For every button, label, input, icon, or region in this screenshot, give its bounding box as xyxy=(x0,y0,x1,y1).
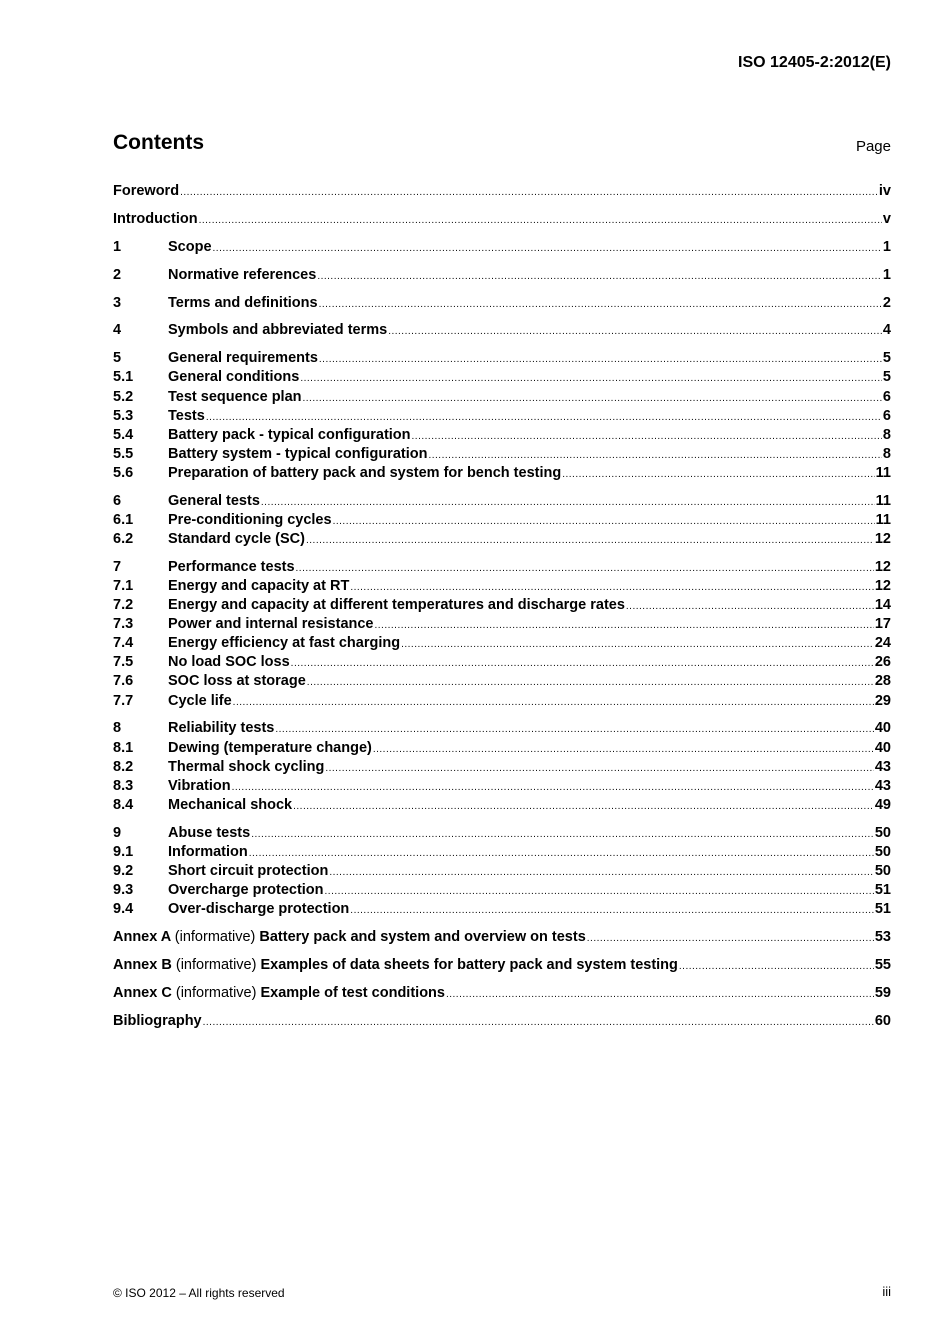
toc-entry[interactable] xyxy=(113,530,891,549)
toc-entry-title: Thermal shock cycling xyxy=(168,758,325,775)
dot-leader xyxy=(275,720,873,739)
toc-entry-page: 26 xyxy=(874,654,891,671)
toc-entry[interactable] xyxy=(113,238,891,257)
toc-entry-number: 5.6 xyxy=(113,464,134,481)
toc-entry-title: Vibration xyxy=(168,777,231,794)
toc-entry-page: 40 xyxy=(874,739,891,756)
toc-entry-page: 43 xyxy=(874,758,891,775)
toc-entry-number: 9.4 xyxy=(113,901,134,918)
toc-entry-title: Abuse tests xyxy=(168,824,251,841)
toc-entry-title: General conditions xyxy=(168,369,300,386)
toc-entry-number: 6 xyxy=(113,492,122,509)
toc-entry-page: 11 xyxy=(875,464,891,481)
toc-entry-page: 14 xyxy=(874,597,891,614)
toc-entry-number: 5.1 xyxy=(113,369,134,386)
toc-entry[interactable] xyxy=(113,796,891,815)
toc-entry-number: 9.2 xyxy=(113,862,134,879)
toc-entry-page: 1 xyxy=(882,266,891,283)
toc-entry-title: Over-discharge protection xyxy=(168,901,350,918)
toc-entry-title: Energy and capacity at different temperatures and discharge rates xyxy=(168,597,625,614)
dot-leader xyxy=(307,673,874,692)
toc-entry-title: Mechanical shock xyxy=(168,796,293,813)
toc-entry-page: 49 xyxy=(874,796,891,813)
toc-entry-number: 5 xyxy=(113,350,122,367)
dot-leader xyxy=(306,531,874,550)
toc-entry[interactable] xyxy=(113,719,891,738)
toc-entry-title: General requirements xyxy=(168,350,318,367)
toc-entry-page: 11 xyxy=(875,511,891,528)
toc-entry-page: 28 xyxy=(874,673,891,690)
document-id: ISO 12405-2:2012(E) xyxy=(738,54,891,71)
dot-leader xyxy=(291,654,874,673)
toc-entry[interactable] xyxy=(113,349,891,368)
toc-entry-page: 5 xyxy=(882,350,891,367)
toc-entry[interactable] xyxy=(113,843,891,862)
toc-entry-page: 60 xyxy=(874,1012,891,1029)
dot-leader xyxy=(206,408,882,427)
annex-informative: (informative) xyxy=(175,984,257,1001)
toc-entry-number: 1 xyxy=(113,238,122,255)
toc-entry-number: 8.1 xyxy=(113,739,134,756)
dot-leader xyxy=(325,759,874,778)
toc-entry-page: 8 xyxy=(882,445,891,462)
toc-entry[interactable] xyxy=(113,615,891,634)
toc-entry-title: Short circuit protection xyxy=(168,862,329,879)
toc-entry-title xyxy=(113,928,586,947)
toc-entry-number: 7 xyxy=(113,558,122,575)
toc-entry[interactable] xyxy=(113,407,891,426)
toc-entry[interactable] xyxy=(113,758,891,777)
toc-entry-page: 2 xyxy=(882,294,891,311)
toc-entry-number: 9.1 xyxy=(113,843,134,860)
toc-entry[interactable] xyxy=(113,558,891,577)
toc-entry-title: Normative references xyxy=(168,266,317,283)
toc-entry-page: 17 xyxy=(874,616,891,633)
toc-entry-number: 3 xyxy=(113,294,122,311)
toc-entry-title: Battery pack - typical configuration xyxy=(168,426,411,443)
page-title: Contents xyxy=(113,131,204,154)
toc-entry-title: Energy and capacity at RT xyxy=(168,577,350,594)
toc-entry[interactable] xyxy=(113,881,891,900)
toc-entry-number: 6.2 xyxy=(113,530,134,547)
toc-entry-title: Dewing (temperature change) xyxy=(168,739,372,756)
toc-entry-number: 8.4 xyxy=(113,796,134,813)
toc-entry[interactable] xyxy=(113,388,891,407)
dot-leader xyxy=(261,493,875,512)
dot-leader xyxy=(303,389,882,408)
toc-entry-page: 8 xyxy=(882,426,891,443)
toc-entry-number: 7.2 xyxy=(113,597,134,614)
page-number: iii xyxy=(882,1284,891,1299)
toc-entry[interactable] xyxy=(113,984,891,1003)
toc-entry-number: 6.1 xyxy=(113,511,134,528)
toc-entry-number: 7.5 xyxy=(113,654,134,671)
dot-leader xyxy=(562,465,874,484)
toc-entry[interactable] xyxy=(113,900,891,919)
toc-entry[interactable] xyxy=(113,511,891,530)
toc-entry-title: Introduction xyxy=(113,210,198,227)
annex-prefix: Annex B xyxy=(113,956,172,973)
toc-entry[interactable] xyxy=(113,862,891,881)
toc-entry-page: 1 xyxy=(882,238,891,255)
annex-prefix: Annex C xyxy=(113,984,172,1001)
toc-entry[interactable] xyxy=(113,445,891,464)
toc-entry-number: 7.7 xyxy=(113,692,134,709)
dot-leader xyxy=(373,740,874,759)
dot-leader xyxy=(319,295,882,314)
dot-leader xyxy=(401,635,874,654)
dot-leader xyxy=(412,427,882,446)
toc-entry-page: 59 xyxy=(874,984,891,1001)
toc-entry[interactable] xyxy=(113,692,891,711)
toc-entry-page: 55 xyxy=(874,956,891,973)
toc-entry-title: Power and internal resistance xyxy=(168,616,374,633)
toc-entry[interactable] xyxy=(113,739,891,758)
toc-entry-page: 51 xyxy=(874,881,891,898)
dot-leader xyxy=(679,957,874,976)
toc-entry-title: SOC loss at storage xyxy=(168,673,306,690)
toc-entry-title: Tests xyxy=(168,407,205,424)
toc-entry[interactable] xyxy=(113,577,891,596)
toc-entry-title: Battery system - typical configuration xyxy=(168,445,428,462)
toc-entry[interactable] xyxy=(113,956,891,975)
toc-entry-title: Information xyxy=(168,843,248,860)
toc-entry-page: v xyxy=(882,210,891,227)
dot-leader xyxy=(329,863,874,882)
toc-entry-title: Test sequence plan xyxy=(168,388,302,405)
page-column-label: Page xyxy=(855,138,891,155)
toc-entry[interactable] xyxy=(113,1012,891,1031)
dot-leader xyxy=(319,350,882,369)
toc-entry[interactable] xyxy=(113,464,891,483)
toc-entry-number: 7.6 xyxy=(113,673,134,690)
toc-entry-title: Energy efficiency at fast charging xyxy=(168,635,401,652)
toc-entry-page: 51 xyxy=(874,901,891,918)
toc-entry-title: No load SOC loss xyxy=(168,654,290,671)
toc-entry-page: 6 xyxy=(882,388,891,405)
toc-entry-number: 8.2 xyxy=(113,758,134,775)
dot-leader xyxy=(428,446,881,465)
toc-entry[interactable] xyxy=(113,928,891,947)
annex-informative: (informative) xyxy=(175,956,257,973)
toc-entry-page: 50 xyxy=(874,824,891,841)
table-of-contents xyxy=(113,182,891,1031)
toc-entry-page: 4 xyxy=(882,322,891,339)
toc-entry-title: Scope xyxy=(168,238,212,255)
dot-leader xyxy=(300,369,882,388)
toc-entry-page: 12 xyxy=(874,577,891,594)
toc-entry-title: Pre-conditioning cycles xyxy=(168,511,332,528)
dot-leader xyxy=(375,616,874,635)
toc-entry-number: 9 xyxy=(113,824,122,841)
annex-informative: (informative) xyxy=(174,928,256,945)
toc-entry-number: 5.3 xyxy=(113,407,134,424)
toc-entry[interactable] xyxy=(113,596,891,615)
toc-entry-page: 53 xyxy=(874,928,891,945)
toc-entry-title xyxy=(113,984,445,1003)
toc-entry-page: 29 xyxy=(874,692,891,709)
toc-entry-title: Terms and definitions xyxy=(168,294,318,311)
toc-entry-title: Foreword xyxy=(113,183,180,199)
toc-entry-number: 2 xyxy=(113,266,122,283)
toc-entry-title: Overcharge protection xyxy=(168,881,324,898)
toc-entry-page: 12 xyxy=(874,530,891,547)
toc-entry-page: 12 xyxy=(874,558,891,575)
toc-entry-page: 43 xyxy=(874,777,891,794)
annex-prefix: Annex A xyxy=(113,928,171,945)
dot-leader xyxy=(333,512,875,531)
toc-entry-number: 5.4 xyxy=(113,426,134,443)
toc-entry[interactable] xyxy=(113,294,891,313)
toc-entry-page: iv xyxy=(878,183,891,199)
toc-entry-number: 7.3 xyxy=(113,616,134,633)
toc-entry-number: 9.3 xyxy=(113,881,134,898)
toc-entry-title: Preparation of battery pack and system for bench testing xyxy=(168,464,562,481)
toc-entry[interactable] xyxy=(113,672,891,691)
toc-entry-page: 11 xyxy=(875,492,891,509)
toc-entry-number: 7.1 xyxy=(113,577,134,594)
toc-entry[interactable] xyxy=(113,266,891,285)
dot-leader xyxy=(249,844,874,863)
toc-entry-title: Standard cycle (SC) xyxy=(168,530,305,547)
toc-entry-page: 40 xyxy=(874,720,891,737)
toc-entry-page: 50 xyxy=(874,862,891,879)
toc-entry-number: 5.2 xyxy=(113,388,134,405)
toc-entry[interactable] xyxy=(113,653,891,672)
dot-leader xyxy=(233,693,874,712)
toc-entry-title: Symbols and abbreviated terms xyxy=(168,322,388,339)
dot-leader xyxy=(180,183,878,202)
toc-entry-number: 4 xyxy=(113,322,122,339)
toc-entry-number: 5.5 xyxy=(113,445,134,462)
toc-entry[interactable] xyxy=(113,777,891,796)
toc-entry[interactable] xyxy=(113,368,891,387)
dot-leader xyxy=(296,559,874,578)
annex-title: Example of test conditions xyxy=(260,984,445,1001)
toc-entry[interactable] xyxy=(113,426,891,445)
toc-entry-title xyxy=(113,956,678,975)
dot-leader xyxy=(388,322,882,341)
toc-entry[interactable] xyxy=(113,634,891,653)
toc-entry-title: Performance tests xyxy=(168,558,295,575)
annex-title: Battery pack and system and overview on tests xyxy=(259,928,586,945)
dot-leader xyxy=(325,882,874,901)
toc-entry-title: Reliability tests xyxy=(168,720,275,737)
toc-entry[interactable] xyxy=(113,182,891,201)
toc-entry-number: 8.3 xyxy=(113,777,134,794)
annex-title: Examples of data sheets for battery pack and system testing xyxy=(260,956,678,973)
toc-entry-page: 24 xyxy=(874,635,891,652)
dot-leader xyxy=(587,929,874,948)
toc-entry-title: Cycle life xyxy=(168,692,232,709)
dot-leader xyxy=(232,778,874,797)
dot-leader xyxy=(203,1013,874,1032)
toc-entry-page: 50 xyxy=(874,843,891,860)
toc-entry-title: Bibliography xyxy=(113,1012,202,1029)
dot-leader xyxy=(251,825,874,844)
copyright-notice: © ISO 2012 – All rights reserved xyxy=(113,1286,285,1300)
toc-entry[interactable] xyxy=(113,492,891,511)
dot-leader xyxy=(350,578,874,597)
toc-entry-number: 7.4 xyxy=(113,635,134,652)
toc-entry-title: General tests xyxy=(168,492,260,509)
dot-leader xyxy=(293,797,874,816)
dot-leader xyxy=(213,239,882,258)
dot-leader xyxy=(350,901,874,920)
dot-leader xyxy=(317,267,882,286)
dot-leader xyxy=(626,597,874,616)
toc-entry-page: 6 xyxy=(882,407,891,424)
toc-entry[interactable] xyxy=(113,321,891,340)
toc-entry-page: 5 xyxy=(882,369,891,386)
dot-leader xyxy=(446,985,874,1004)
toc-entry[interactable] xyxy=(113,824,891,843)
toc-entry[interactable] xyxy=(113,210,891,229)
toc-entry-number: 8 xyxy=(113,720,122,737)
dot-leader xyxy=(199,211,882,230)
